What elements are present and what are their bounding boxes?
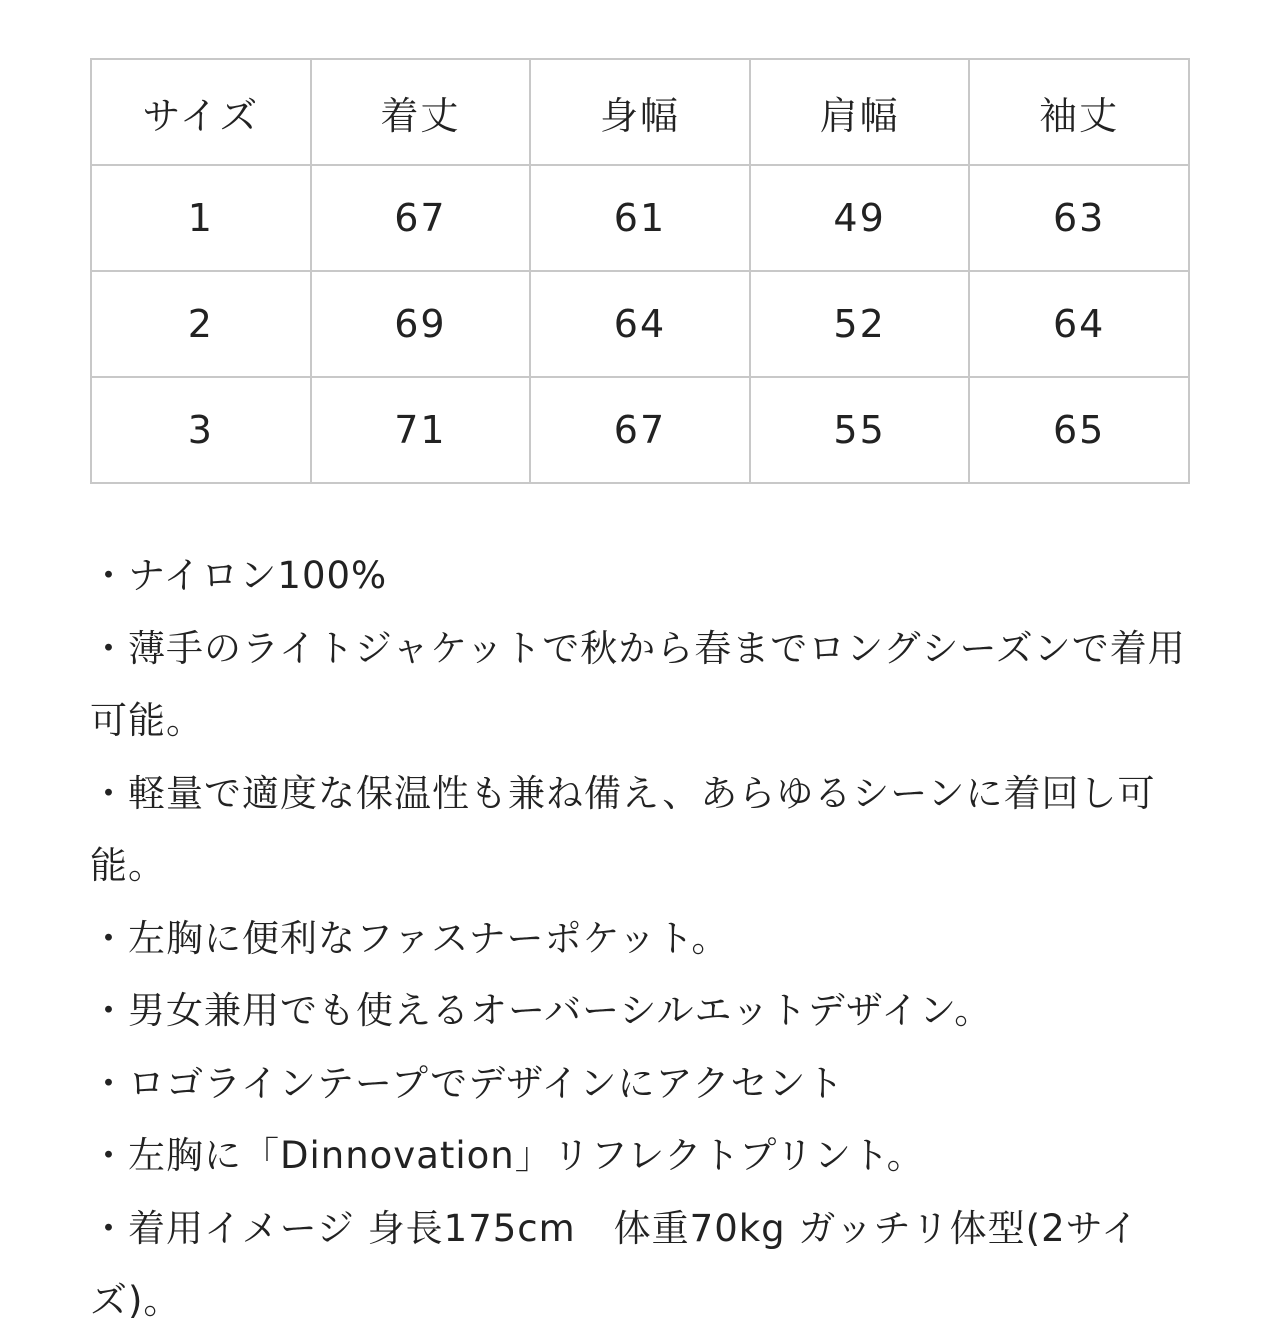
table-cell-shoulder-width: 49 bbox=[750, 165, 970, 271]
product-description-list bbox=[90, 540, 1190, 1338]
description-item-material: ・ナイロン100% bbox=[90, 554, 388, 597]
header-chest-width: 身幅 bbox=[530, 59, 750, 165]
description-item-warmth: ・軽量で適度な保温性も兼ね備え、あらゆるシーンに着回し可能。 bbox=[90, 771, 1156, 887]
table-cell-sleeve-length: 65 bbox=[969, 377, 1189, 483]
description-item-logo-tape: ・ロゴラインテープでデザインにアクセント bbox=[90, 1061, 845, 1105]
table-row bbox=[91, 165, 1189, 271]
size-table-header bbox=[91, 59, 1189, 165]
header-sleeve-length: 袖丈 bbox=[969, 59, 1189, 165]
header-shoulder-width: 肩幅 bbox=[750, 59, 970, 165]
table-cell-chest-width: 61 bbox=[530, 165, 750, 271]
description-item-silhouette: ・男女兼用でも使えるオーバーシルエットデザイン。 bbox=[90, 989, 993, 1032]
table-cell-size: 2 bbox=[91, 271, 311, 377]
table-row bbox=[91, 377, 1189, 483]
description-item-season: ・薄手のライトジャケットで秋から春までロングシーズンで着用可能。 bbox=[90, 626, 1186, 742]
size-table bbox=[90, 58, 1190, 484]
header-length: 着丈 bbox=[311, 59, 531, 165]
table-cell-sleeve-length: 64 bbox=[969, 271, 1189, 377]
size-table-body bbox=[91, 165, 1189, 483]
table-cell-length: 67 bbox=[311, 165, 531, 271]
table-cell-shoulder-width: 52 bbox=[750, 271, 970, 377]
table-cell-size: 3 bbox=[91, 377, 311, 483]
table-cell-length: 71 bbox=[311, 377, 531, 483]
table-cell-size: 1 bbox=[91, 165, 311, 271]
header-size: サイズ bbox=[91, 59, 311, 165]
table-cell-chest-width: 67 bbox=[530, 377, 750, 483]
description-item-model-info: ・着用イメージ 身長175cm 体重70kg ガッチリ体型(2サイズ)。 bbox=[90, 1206, 1140, 1322]
description-item-pocket: ・左胸に便利なファスナーポケット。 bbox=[90, 916, 730, 960]
table-row bbox=[91, 271, 1189, 377]
table-cell-length: 69 bbox=[311, 271, 531, 377]
table-cell-shoulder-width: 55 bbox=[750, 377, 970, 483]
table-cell-sleeve-length: 63 bbox=[969, 165, 1189, 271]
description-item-reflect-print: ・左胸に「Dinnovation」リフレクトプリント。 bbox=[90, 1134, 925, 1177]
table-cell-chest-width: 64 bbox=[530, 271, 750, 377]
table-header-row bbox=[91, 59, 1189, 165]
